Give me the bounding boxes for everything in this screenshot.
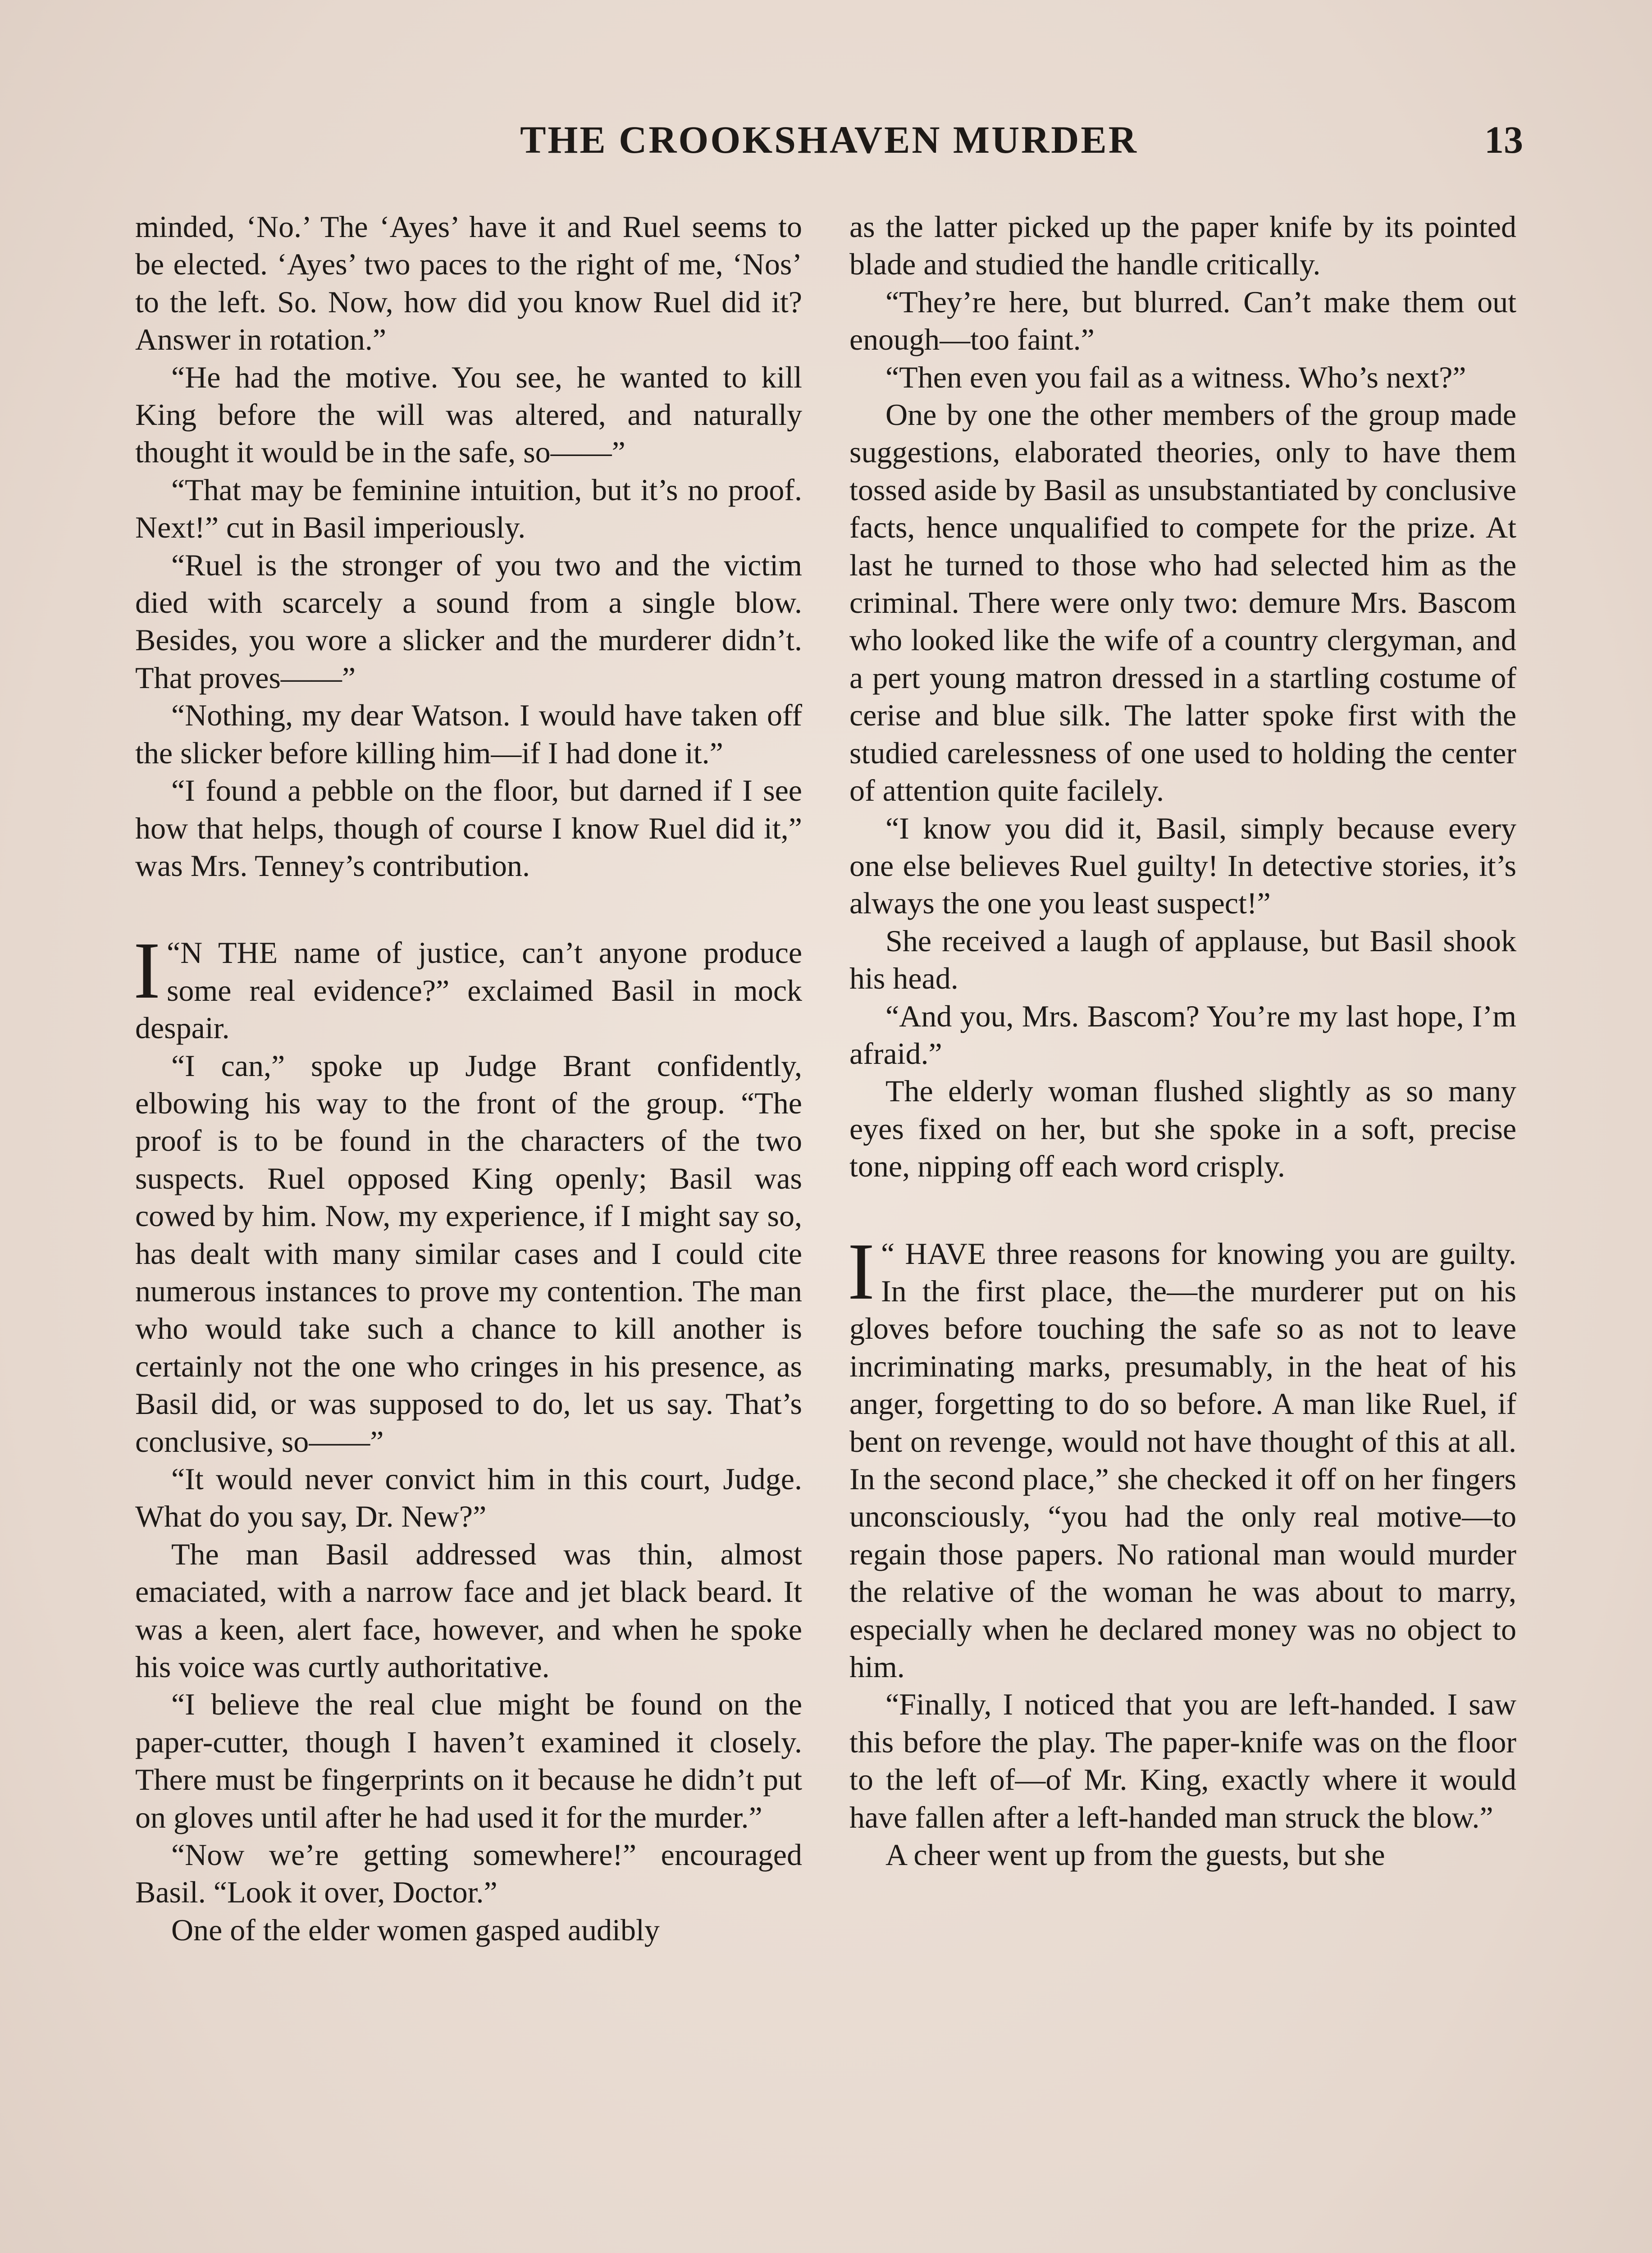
section-opening-paragraph <box>133 926 802 1047</box>
drop-cap: I <box>133 926 160 1016</box>
drop-cap: I <box>848 1226 875 1316</box>
paragraph: “Nothing, my dear Watson. I would have taken off the slicker before killing him—if I had done it.” <box>135 698 802 770</box>
open-quote: “ <box>881 1236 895 1271</box>
paragraph: “I can,” spoke up Judge Brant confidently, elbowing his way to the front of the group. “The proof is to be found in the characters of the two suspects. Ruel opposed King openly; Basil was cowed by him. Now, my experience, if I might say so, has dealt with many similar cases and I could cite numerous instances to prove my contention. The man who would take such a chance to kill another is certainly not the one who cringes in his presence, as Basil did, or was supposed to do, let us say. That’s conclusive, so——” <box>135 1048 802 1459</box>
paragraph: One of the elder women gasped audibly <box>171 1912 660 1947</box>
section-break <box>848 1226 1516 1686</box>
paragraph-text: three reasons for knowing you are guilty. In the first place, the—the murderer put on his gloves before touching the safe so as not to leave incriminating marks, presumably, in the heat of his anger, forgetting to do so before. A man like Ruel, if bent on revenge, would not have thought of this at all. In the second place,” she checked it off on her fingers unconsciously, “you had the only real motive—to regain those papers. No rational man would murder the relative of the woman he was about to marry, especially when he declared money was no object to him. <box>849 1236 1516 1684</box>
paragraph: “Ruel is the stronger of you two and the victim died with scarcely a sound from a single blow. Besides, you wore a slicker and the murderer didn’t. That proves——” <box>135 547 802 695</box>
left-column <box>135 208 802 1949</box>
open-quote: “ <box>166 935 181 970</box>
paragraph: “Then even you fail as a witness. Who’s next?” <box>885 360 1466 394</box>
paragraph: The elderly woman flushed slightly as so many eyes fixed on her, but she spoke in a soft, precise tone, nipping off each word crisply. <box>849 1074 1516 1184</box>
right-column <box>849 208 1516 1874</box>
paragraph: “He had the motive. You see, he wanted to kill King before the will was altered, and naturally thought it would be in the safe, so——” <box>135 360 802 470</box>
paragraph: “That may be feminine intuition, but it’s no proof. Next!” cut in Basil imperiously. <box>135 472 802 545</box>
paragraph: “Now we’re getting somewhere!” encouraged Basil. “Look it over, Doctor.” <box>135 1838 802 1910</box>
paragraph: “I found a pebble on the floor, but darned if I see how that helps, though of course I know Ruel did it,” was Mrs. Tenney’s contribution. <box>135 773 802 883</box>
paragraph: “I believe the real clue might be found on the paper-cutter, though I haven’t examined it closely. There must be fingerprints on it because he didn’t put on gloves until after he had used it for the murder.” <box>135 1687 802 1834</box>
paragraph-text: name of justice, can’t anyone produce some real evidence?” exclaimed Basil in mock despair. <box>135 935 802 1045</box>
section-break <box>133 926 802 1047</box>
paragraph: “I know you did it, Basil, simply because every one else believes Ruel guilty! In detective stories, it’s always the one you least suspect!” <box>849 811 1516 921</box>
paragraph: “It would never convict him in this court, Judge. What do you say, Dr. New?” <box>135 1462 802 1534</box>
page-header <box>135 115 1523 164</box>
paragraph: The man Basil addressed was thin, almost emaciated, with a narrow face and jet black beard. It was a keen, alert face, however, and when he spoke his voice was curtly authoritative. <box>135 1537 802 1684</box>
paragraph: She received a laugh of applause, but Basil shook his head. <box>849 923 1516 996</box>
paragraph: “And you, Mrs. Bascom? You’re my last hope, I’m afraid.” <box>849 999 1516 1071</box>
paragraph: “They’re here, but blurred. Can’t make them out enough—too faint.” <box>849 284 1516 357</box>
paragraph: “Finally, I noticed that you are left-handed. I saw this before the play. The paper-knife was on the floor to the left of—of Mr. King, exactly where it would have fallen after a left-handed man struck the blow.” <box>849 1687 1516 1834</box>
running-title: THE CROOKSHAVEN MURDER <box>520 118 1138 161</box>
paragraph: A cheer went up from the guests, but she <box>885 1838 1385 1872</box>
small-caps-lead: HAVE <box>894 1236 986 1271</box>
paragraph: minded, ‘No.’ The ‘Ayes’ have it and Ruel seems to be elected. ‘Ayes’ two paces to the right of me, ‘Nos’ to the left. So. Now, how did you know Ruel did it? Answer in rotation.” <box>135 210 802 357</box>
small-caps-lead: N THE <box>180 935 278 970</box>
section-opening-paragraph <box>848 1226 1516 1686</box>
paragraph: One by one the other members of the group made suggestions, elaborated theories, only to have them tossed aside by Basil as unsubstantiated by conclusive facts, hence unqualified to compete for the prize. At last he turned to those who had selected him as the criminal. There were only two: demure Mrs. Bascom who looked like the wife of a country clergyman, and a pert young matron dressed in a startling costume of cerise and blue silk. The latter spoke first with the studied carelessness of one used to holding the center of attention quite facilely. <box>849 397 1516 808</box>
page-number: 13 <box>1484 118 1523 161</box>
paragraph: as the latter picked up the paper knife by its pointed blade and studied the handle critically. <box>849 210 1516 282</box>
